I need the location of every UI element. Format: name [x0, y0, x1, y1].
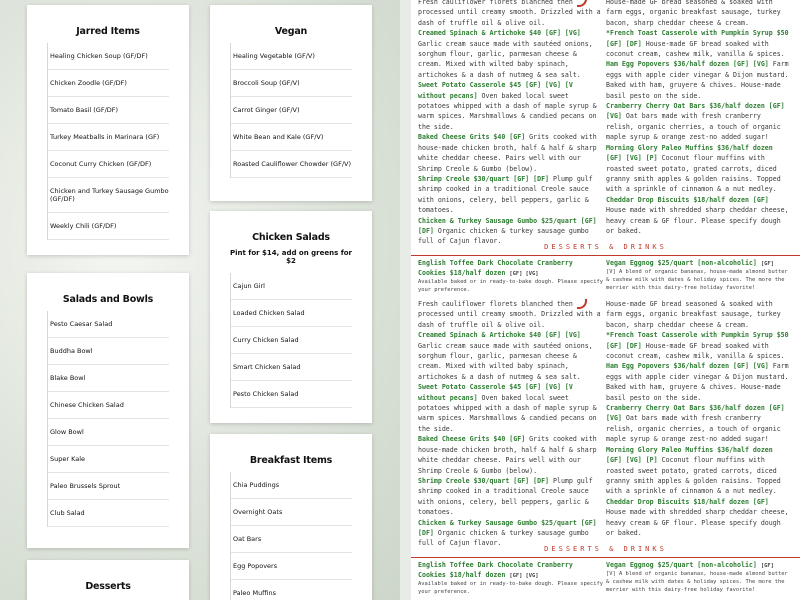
menu-entry — [418, 434, 603, 476]
menu-entry-desc: House-made GF bread soaked with coconut cream, cashew milk, vanilla & spices. — [606, 341, 785, 361]
menu-entry-desc: Farm eggs with apple cider vinegar & Dijon mustard. Baked with ham, gruyere & chives. House-made basil pesto on the side. — [606, 362, 789, 402]
menu-entry — [606, 299, 791, 330]
menu-entry-desc: Fresh cauliflower florets blanched then processed until creamy smooth. Drizzled with a dash of truffle oil & olive oil. — [418, 0, 601, 27]
menu-entry-name: *French Toast Casserole with Pumpkin Syrup $50 [GF] [DF] — [606, 331, 789, 350]
card-title: Chicken Salads — [252, 232, 330, 243]
menu-entry-desc: House made with shredded sharp cheddar cheese, heavy cream & GF flour. Please specify dough or baked. — [606, 508, 789, 537]
menu-page — [411, 0, 800, 297]
menu-entry — [606, 403, 791, 445]
menu-entry-desc: House-made GF bread soaked with coconut cream, cashew milk, vanilla & spices. — [606, 39, 785, 59]
list-item: Club Salad — [47, 500, 169, 527]
list-item: Buddha Bowl — [47, 338, 169, 365]
menu-column-right — [606, 0, 791, 236]
menu-entry — [606, 361, 791, 403]
dessert-left — [418, 560, 603, 596]
dessert-desc: Available baked or in ready-to-bake dough. Please specify your preference. — [418, 279, 603, 293]
menu-entry — [418, 174, 603, 216]
divider-line — [411, 255, 800, 256]
menu-entry-name: Cranberry Cherry Oat Bars $36/half dozen [GF] [VG] — [606, 404, 785, 423]
dessert-tags: [GF] — [760, 261, 774, 267]
list-item: Chicken Zoodle (GF/DF) — [47, 70, 169, 97]
menu-entry-name: Baked Cheese Grits $40 [GF] — [418, 435, 526, 444]
menu-column-left — [418, 299, 603, 549]
list-item: White Bean and Kale (GF/V) — [230, 124, 352, 151]
menu-entry-name: Shrimp Creole $30/quart [GF] [DF] — [418, 174, 550, 183]
menu-entry-desc: Garlic cream sauce made with sautéed onions, sorghum flour, garlic, parmesan cheese & cream. Mixed with wilted baby spinach, artichokes & a dash of nutmeg & sea salt. — [418, 341, 593, 381]
list-item: Glow Bowl — [47, 419, 169, 446]
menu-entry-desc: Farm eggs with apple cider vinegar & Dijon mustard. Baked with ham, gruyere & chives. House-made basil pesto on the side. — [606, 60, 789, 100]
menu-page — [411, 299, 800, 599]
menu-entry-desc: Plump gulf shrimp cooked in a traditional Creole sauce with onions, celery, bell peppers, garlic & tomatoes. — [418, 174, 593, 215]
dessert-name: Vegan Eggnog $25/quart [non-alcoholic] — [606, 561, 757, 569]
menu-column-left — [418, 0, 603, 247]
menu-entry-name: Chicken & Turkey Sausage Gumbo $25/quart [GF] [DF] — [418, 518, 597, 537]
card-title: Salads and Bowls — [62, 294, 154, 305]
menu-entry-name: Sweet Potato Casserole $45 [GF] [VG] [V without pecans] — [418, 81, 573, 100]
divider-label: DESSERTS & DRINKS — [544, 243, 667, 251]
list-item: Chicken and Turkey Sausage Gumbo (GF/DF) — [47, 178, 169, 213]
card-salads-bowls — [27, 273, 189, 548]
card-desserts — [27, 560, 189, 600]
list-item: Blake Bowl — [47, 365, 169, 392]
menu-entry-name: Morning Glory Paleo Muffins $36/half dozen [GF] [VG] [P] — [606, 445, 773, 465]
menu-entry — [606, 143, 791, 195]
menu-entry-desc: House-made GF bread seasoned & soaked with farm eggs, organic breakfast sausage, turkey bacon, sharp cheddar cheese & cream. — [606, 0, 781, 27]
dessert-name: English Toffee Dark Chocolate Cranberry Cookies $18/half dozen — [418, 561, 573, 579]
menu-entry-name: Cheddar Drop Biscuits $18/half dozen [GF] — [606, 497, 769, 506]
dessert-name: English Toffee Dark Chocolate Cranberry Cookies $18/half dozen — [418, 259, 573, 277]
card-title: Vegan — [274, 26, 308, 37]
item-list — [230, 273, 352, 408]
menu-entry — [606, 28, 791, 59]
dessert-tags: [GF] — [760, 563, 774, 569]
list-item: Paleo Muffins — [230, 580, 352, 600]
list-item: Broccoli Soup (GF/V) — [230, 70, 352, 97]
card-title: Breakfast Items — [249, 455, 333, 466]
item-list — [230, 43, 352, 178]
list-item: Curry Chicken Salad — [230, 327, 352, 354]
menu-entry-desc: Grits cooked with house-made chicken broth, half & half & sharp white cheddar cheese. Pairs well with our Shrimp Creole & Gumbo (below). — [418, 133, 597, 173]
menu-entry-desc: Grits cooked with house-made chicken broth, half & half & sharp white cheddar cheese. Pairs well with our Shrimp Creole & Gumbo (below). — [418, 435, 597, 475]
menu-entry — [418, 299, 603, 330]
dessert-tags: [GF] [VG] — [509, 573, 539, 579]
item-list — [47, 43, 169, 240]
divider-label: DESSERTS & DRINKS — [544, 545, 667, 553]
list-item: Super Kale — [47, 446, 169, 473]
list-item: Egg Popovers — [230, 553, 352, 580]
list-item: Coconut Curry Chicken (GF/DF) — [47, 151, 169, 178]
menu-entry — [418, 28, 603, 80]
item-list — [47, 311, 169, 527]
menu-entry — [606, 445, 791, 497]
item-list — [230, 472, 352, 600]
menu-entry-name: Ham Egg Popovers $36/half dozen [GF] [VG] — [606, 60, 769, 69]
card-title: Jarred Items — [76, 26, 140, 37]
menu-column-right — [606, 299, 791, 538]
dessert-tags: [GF] [VG] — [509, 271, 539, 277]
list-item: Chinese Chicken Salad — [47, 392, 169, 419]
menu-entry-name: Sweet Potato Casserole $45 [GF] [VG] [V without pecans] — [418, 383, 573, 402]
menu-entry — [418, 330, 603, 382]
menu-entry-name: Creamed Spinach & Artichoke $40 [GF] [VG] — [418, 29, 581, 38]
menu-entry — [418, 0, 603, 28]
menu-entry-desc: Oven baked local sweet potatoes whipped with a dash of maple syrup & warm spices. Marshmallows & candied pecans on the side. — [418, 393, 597, 433]
menu-entry-desc: Oat bars made with fresh cranberry relish, organic cherries, a touch of organic maple syrup & orange zest-no added sugar! — [606, 112, 781, 142]
menu-entry-name: *French Toast Casserole with Pumpkin Syrup $50 [GF] [DF] — [606, 29, 789, 48]
menu-entry — [606, 0, 791, 28]
menu-entry — [606, 59, 791, 101]
list-item: Turkey Meatballs in Marinara (GF) — [47, 124, 169, 151]
section-divider — [411, 242, 800, 256]
menu-entry-desc: Organic chicken & turkey sausage gumbo full of Cajun flavor. — [418, 226, 589, 246]
card-breakfast-items — [210, 434, 372, 600]
list-item: Chia Puddings — [230, 472, 352, 499]
menu-entry-name: Baked Cheese Grits $40 [GF] — [418, 133, 526, 142]
menu-entry-name: Creamed Spinach & Artichoke $40 [GF] [VG] — [418, 331, 581, 340]
menu-entry — [606, 330, 791, 361]
list-item: Roasted Cauliflower Chowder (GF/V) — [230, 151, 352, 178]
dessert-desc: [V] A blend of organic bananas, house-made almond butter & cashew milk with dates & holiday spices. The more the merrier with this dairy-free holiday favorite! — [606, 571, 788, 593]
list-item: Smart Chicken Salad — [230, 354, 352, 381]
menu-entry-name: Morning Glory Paleo Muffins $36/half dozen [GF] [VG] [P] — [606, 143, 773, 163]
menu-entry-desc: Coconut flour muffins with roasted sweet potato, grated carrots, diced granny smith apples & golden raisins. Topped with a sprinkle of cinnamon & a nut medley. — [606, 456, 781, 496]
menu-entry — [606, 195, 791, 237]
dessert-desc: [V] A blend of organic bananas, house-made almond butter & cashew milk with dates & holiday spices. The more the merrier with this dairy-free holiday favorite! — [606, 269, 788, 291]
list-item: Weekly Chili (GF/DF) — [47, 213, 169, 240]
list-item: Oat Bars — [230, 526, 352, 553]
section-divider — [411, 544, 800, 558]
menu-entry-desc: House made with shredded sharp cheddar cheese, heavy cream & GF flour. Please specify dough or baked. — [606, 206, 789, 235]
menu-entry-desc: Oven baked local sweet potatoes whipped with a dash of maple syrup & warm spices. Marshmallows & candied pecans on the side. — [418, 91, 597, 131]
menu-entry-name: Cranberry Cherry Oat Bars $36/half dozen [GF] [VG] — [606, 102, 785, 121]
menu-panel[interactable] — [411, 0, 800, 600]
list-item: Pesto Caesar Salad — [47, 311, 169, 338]
card-subtitle: Pint for $14, add on greens for $2 — [230, 249, 353, 265]
menu-entry-desc: House-made GF bread seasoned & soaked with farm eggs, organic breakfast sausage, turkey bacon, sharp cheddar cheese & cream. — [606, 300, 781, 329]
card-title: Desserts — [85, 581, 131, 592]
menu-entry-desc: Coconut flour muffins with roasted sweet potato, grated carrots, diced granny smith apples & golden raisins. Topped with a sprinkle of cinnamon & a nut medley. — [606, 154, 781, 194]
list-item: Carrot Ginger (GF/V) — [230, 97, 352, 124]
dessert-right — [606, 258, 791, 292]
card-vegan — [210, 5, 372, 201]
list-item: Cajun Girl — [230, 273, 352, 300]
list-item: Healing Vegetable (GF/V) — [230, 43, 352, 70]
list-item: Pesto Chicken Salad — [230, 381, 352, 408]
menu-entry-desc: Oat bars made with fresh cranberry relish, organic cherries, a touch of organic maple syrup & orange zest-no added sugar! — [606, 414, 781, 444]
menu-entry — [418, 132, 603, 174]
dessert-right — [606, 560, 791, 594]
menu-entry-name: Cheddar Drop Biscuits $18/half dozen [GF] — [606, 195, 769, 204]
menu-entry-desc: Organic chicken & turkey sausage gumbo full of Cajun flavor. — [418, 528, 589, 548]
card-jarred-items — [27, 5, 189, 255]
menu-entry-desc: Plump gulf shrimp cooked in a traditional Creole sauce with onions, celery, bell peppers, garlic & tomatoes. — [418, 476, 593, 517]
menu-entry — [606, 497, 791, 539]
dessert-desc: Available baked or in ready-to-bake dough. Please specify your preference. — [418, 581, 603, 595]
dessert-name: Vegan Eggnog $25/quart [non-alcoholic] — [606, 259, 757, 267]
menu-entry-name: Chicken & Turkey Sausage Gumbo $25/quart [GF] [DF] — [418, 216, 597, 235]
dessert-left — [418, 258, 603, 294]
divider-line — [411, 557, 800, 558]
list-item: Loaded Chicken Salad — [230, 300, 352, 327]
menu-entry — [606, 101, 791, 143]
menu-entry — [418, 80, 603, 132]
card-chicken-salads — [210, 211, 372, 423]
menu-entry — [418, 382, 603, 434]
menu-entry-desc: Garlic cream sauce made with sautéed onions, sorghum flour, garlic, parmesan cheese & cream. Mixed with wilted baby spinach, artichokes & a dash of nutmeg & sea salt. — [418, 39, 593, 79]
menu-entry-name: Shrimp Creole $30/quart [GF] [DF] — [418, 476, 550, 485]
list-item: Paleo Brussels Sprout — [47, 473, 169, 500]
list-item: Tomato Basil (GF/DF) — [47, 97, 169, 124]
menu-entry-desc: Fresh cauliflower florets blanched then processed until creamy smooth. Drizzled with a dash of truffle oil & olive oil. — [418, 300, 601, 329]
menu-entry-name: Ham Egg Popovers $36/half dozen [GF] [VG] — [606, 362, 769, 371]
menu-entry — [418, 476, 603, 518]
list-item: Healing Chicken Soup (GF/DF) — [47, 43, 169, 70]
list-item: Overnight Oats — [230, 499, 352, 526]
